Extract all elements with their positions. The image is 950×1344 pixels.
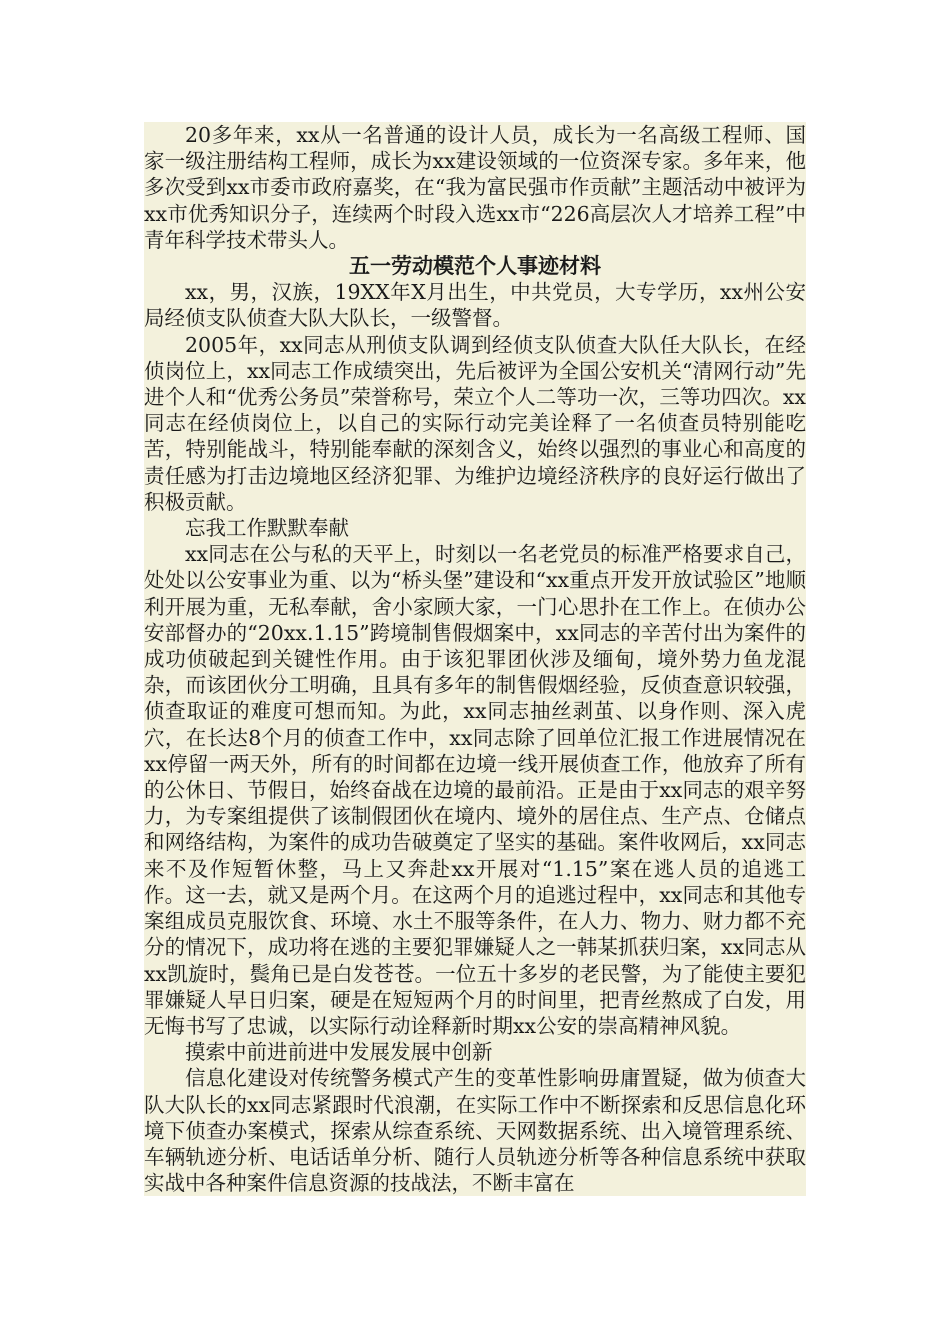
career-paragraph: 2005年，xx同志从刑侦支队调到经侦支队侦查大队任大队长，在经侦岗位上，xx同志工作成绩突出，先后被评为全国公安机关“清网行动”先进个人和“优秀公务员”荣誉称号，荣立个人二等功一次，三等功四次。xx同志在经侦岗位上，以自己的实际行动完美诠释了一名侦查员特别能吃苦，特别能战斗，特别能奉献的深刻含义，始终以强烈的事业心和高度的责任感为打击边境地区经济犯罪、为维护边境经济秩序的良好运行做出了积极贡献。 bbox=[144, 332, 806, 514]
intro-paragraph: 20多年来，xx从一名普通的设计人员，成长为一名高级工程师、国家一级注册结构工程师，成长为xx建设领域的一位资深专家。多年来，他多次受到xx市委市政府嘉奖，在“我为富民强市作贡献”主题活动中被评为xx市优秀知识分子，连续两个时段入选xx市“226高层次人才培养工程”中青年科学技术带头人。 bbox=[144, 123, 806, 252]
section1-heading: 忘我工作默默奉献 bbox=[185, 516, 349, 541]
section1-paragraph: xx同志在公与私的天平上，时刻以一名老党员的标准严格要求自己，处处以公安事业为重、以为“桥头堡”建设和“xx重点开发开放试验区”地顺利开展为重，无私奉献，舍小家顾大家，一门心思扑在工作上。在侦办公安部督办的“20xx.1.15”跨境制售假烟案中，xx同志的辛苦付出为案件的成功侦破起到关键性作用。由于该犯罪团伙涉及缅甸，境外势力鱼龙混杂，而该团伙分工明确，且具有多年的制售假烟经验，反侦查意识较强，侦查取证的难度可想而知。为此，xx同志抽丝剥茧、以身作则、深入虎穴，在长达8个月的侦查工作中，xx同志除了回单位汇报工作进展情况在xx停留一两天外，所有的时间都在边境一线开展侦查工作，他放弃了所有的公休日、节假日，始终奋战在边境的最前沿。正是由于xx同志的艰辛努力，为专案组提供了该制假团伙在境内、境外的居住点、生产点、仓储点和网络结构，为案件的成功告破奠定了坚实的基础。案件收网后，xx同志来不及作短暂休整，马上又奔赴xx开展对“1.15”案在逃人员的追逃工作。这一去，就又是两个月。在这两个月的追逃过程中，xx同志和其他专案组成员克服饮食、环境、水土不服等条件，在人力、物力、财力都不充分的情况下，成功将在逃的主要犯罪嫌疑人之一韩某抓获归案，xx同志从xx凯旋时，鬓角已是白发苍苍。一位五十多岁的老民警，为了能使主要犯罪嫌疑人早日归案，硬是在短短两个月的时间里，把青丝熬成了白发，用无悔书写了忠诚，以实际行动诠释新时期xx公安的崇高精神风貌。 bbox=[144, 542, 806, 1038]
section2-heading: 摸索中前进前进中发展发展中创新 bbox=[185, 1040, 493, 1065]
document-title: 五一劳动模范个人事迹材料 bbox=[349, 253, 601, 279]
profile-paragraph: xx，男，汉族，19XX年X月出生，中共党员，大专学历，xx州公安局经侦支队侦查大队大队长，一级警督。 bbox=[144, 280, 806, 331]
document-body bbox=[144, 122, 806, 1196]
section2-paragraph: 信息化建设对传统警务模式产生的变革性影响毋庸置疑，做为侦查大队大队长的xx同志紧跟时代浪潮，在实际工作中不断探索和反思信息化环境下侦查办案模式，探索从综查系统、天网数据系统、出入境管理系统、车辆轨迹分析、电话话单分析、随行人员轨迹分析等各种信息系统中获取实战中各种案件信息资源的技战法，不断丰富在 bbox=[144, 1066, 806, 1196]
